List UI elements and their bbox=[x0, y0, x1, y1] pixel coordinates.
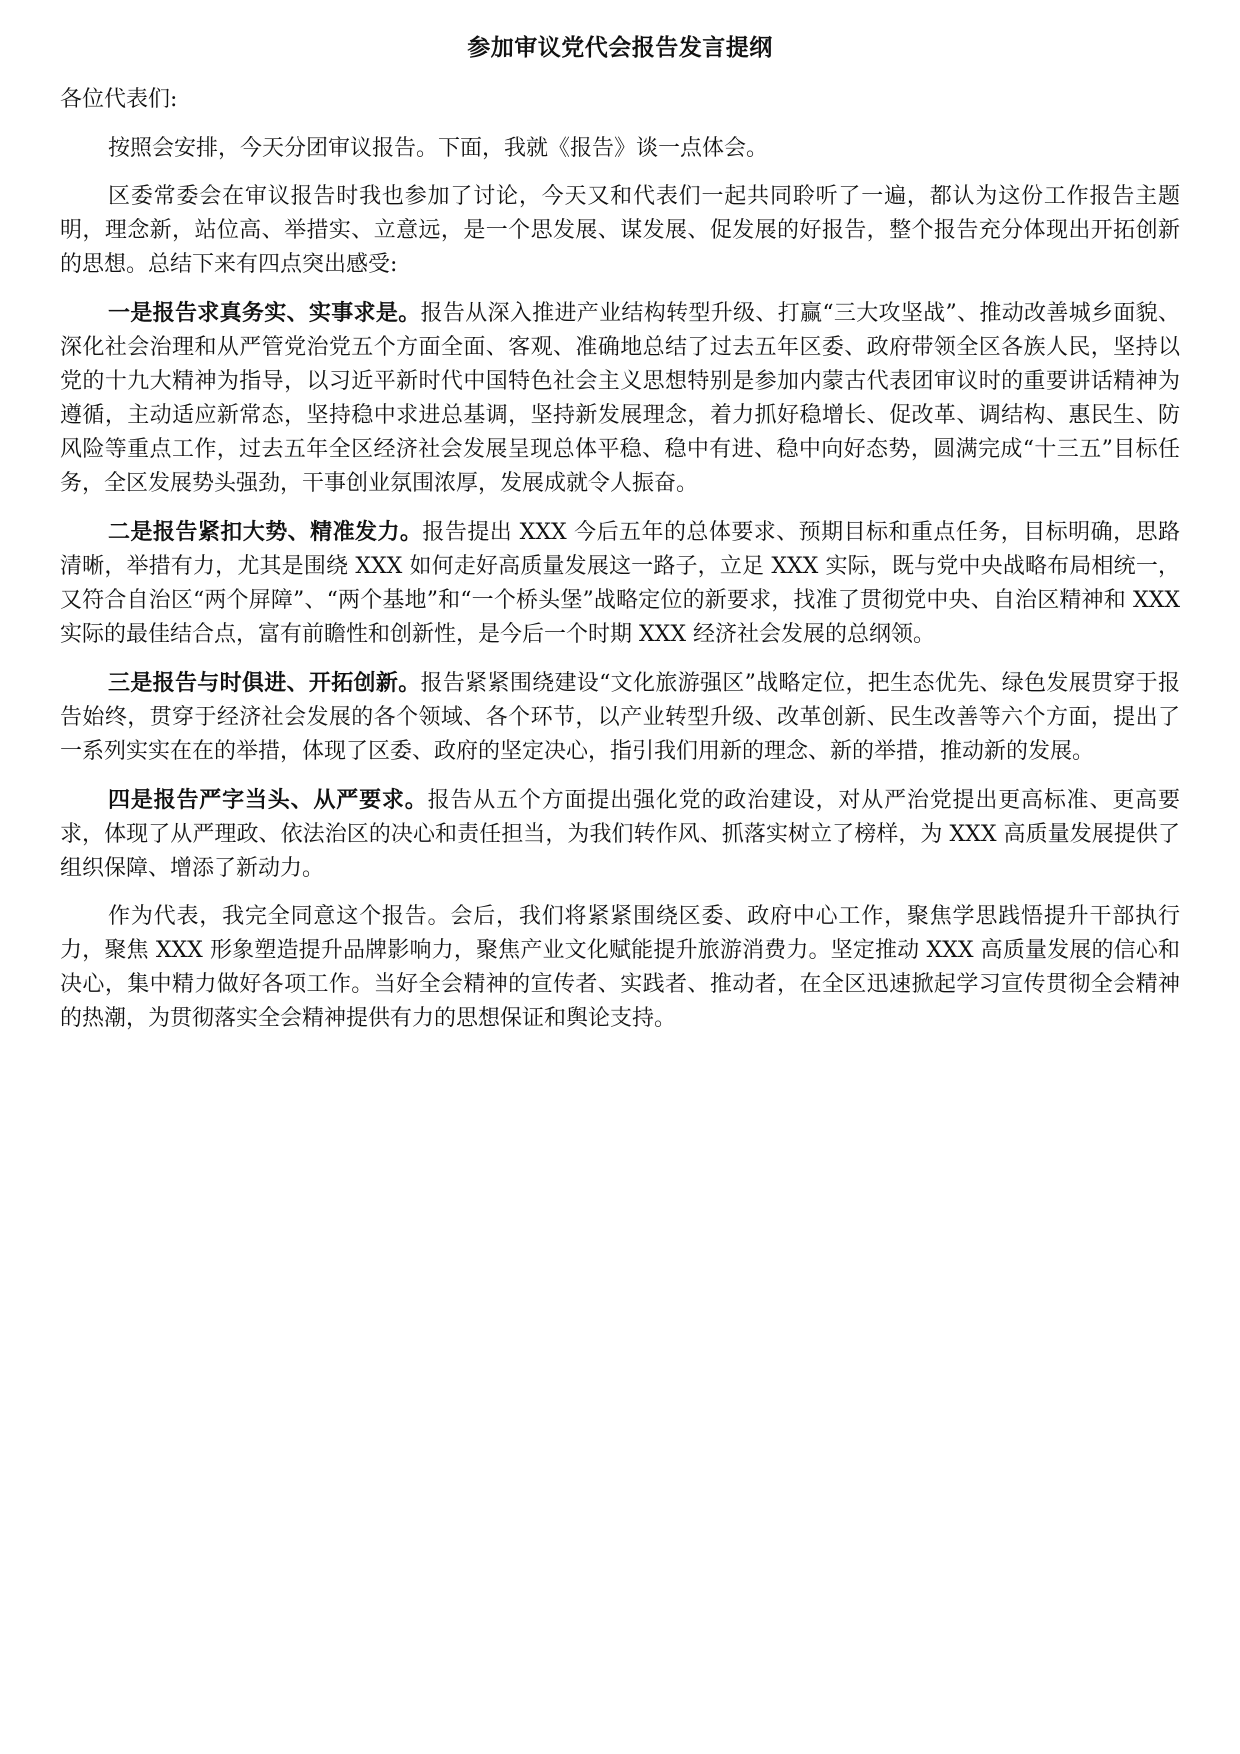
paragraph-body: 报告提出 XXX 今后五年的总体要求、预期目标和重点任务，目标明确，思路清晰，举措有力，尤其是围绕 XXX 如何走好高质量发展这一路子，立足 XXX 实际，既与党中央战略布局相统一，又符合自治区“两个屏障”、“两个基地”和“一个桥头堡”战略定位的新要求，找准了贯彻党中央、自治区精神和 XXX 实际的最佳结合点，富有前瞻性和创新性，是今后一个时期 XXX 经济社会发展的总纲领。 bbox=[60, 520, 1180, 647]
paragraph-body: 按照会安排，今天分团审议报告。下面，我就《报告》谈一点体会。 bbox=[108, 136, 769, 161]
salutation: 各位代表们: bbox=[60, 87, 178, 112]
paragraph-body: 报告从五个方面提出强化党的政治建设，对从严治党提出更高标准、更高要求，体现了从严理政、依法治区的决心和责任担当，为我们转作风、抓落实树立了榜样，为 XXX 高质量发展提供了组织保障、增添了新动力。 bbox=[60, 788, 1180, 881]
paragraph-lead: 四是报告严字当头、从严要求。 bbox=[108, 787, 428, 813]
paragraph-overview bbox=[60, 180, 1180, 282]
paragraph-lead: 二是报告紧扣大势、精准发力。 bbox=[108, 519, 423, 545]
paragraph-body: 报告从深入推进产业结构转型升级、打赢“三大攻坚战”、推动改善城乡面貌、深化社会治理和从严管党治党五个方面全面、客观、准确地总结了过去五年区委、政府带领全区各族人民，坚持以党的十九大精神为指导，以习近平新时代中国特色社会主义思想特别是参加内蒙古代表团审议时的重要讲话精神为遵循，主动适应新常态，坚持稳中求进总基调，坚持新发展理念，着力抓好稳增长、促改革、调结构、惠民生、防风险等重点工作，过去五年全区经济社会发展呈现总体平稳、稳中有进、稳中向好态势，圆满完成“十三五”目标任务，全区发展势头强劲，干事创业氛围浓厚，发展成就令人振奋。 bbox=[60, 301, 1180, 496]
paragraph-point-one bbox=[60, 296, 1180, 501]
paragraph-point-four bbox=[60, 783, 1180, 886]
document-title: 参加审议党代会报告发言提纲 bbox=[467, 34, 773, 61]
paragraph-lead: 一是报告求真务实、实事求是。 bbox=[108, 300, 421, 326]
paragraph-body: 报告紧紧围绕建设“文化旅游强区”战略定位，把生态优先、绿色发展贯穿于报告始终，贯穿于经济社会发展的各个领域、各个环节，以产业转型升级、改革创新、民生改善等六个方面，提出了一系列实实在在的举措，体现了区委、政府的坚定决心，指引我们用新的理念、新的举措，推动新的发展。 bbox=[60, 671, 1180, 764]
paragraph-body: 作为代表，我完全同意这个报告。会后，我们将紧紧围绕区委、政府中心工作，聚焦学思践悟提升干部执行力，聚焦 XXX 形象塑造提升品牌影响力，聚焦产业文化赋能提升旅游消费力。坚定推动 XXX 高质量发展的信心和决心，集中精力做好各项工作。当好全会精神的宣传者、实践者、推动者，在全区迅速掀起学习宣传贯彻全会精神的热潮，为贯彻落实全会精神提供有力的思想保证和舆论支持。 bbox=[60, 904, 1180, 1031]
paragraph-point-two bbox=[60, 515, 1180, 652]
paragraph-conclusion bbox=[60, 900, 1180, 1036]
paragraph-intro bbox=[60, 132, 1180, 166]
paragraph-body: 区委常委会在审议报告时我也参加了讨论，今天又和代表们一起共同聆听了一遍，都认为这份工作报告主题明，理念新，站位高、举措实、立意远，是一个思发展、谋发展、促发展的好报告，整个报告充分体现出开拓创新的思想。总结下来有四点突出感受: bbox=[60, 184, 1180, 277]
paragraph-lead: 三是报告与时俱进、开拓创新。 bbox=[108, 670, 421, 696]
paragraph-point-three bbox=[60, 666, 1180, 769]
document-page bbox=[60, 30, 1180, 1050]
